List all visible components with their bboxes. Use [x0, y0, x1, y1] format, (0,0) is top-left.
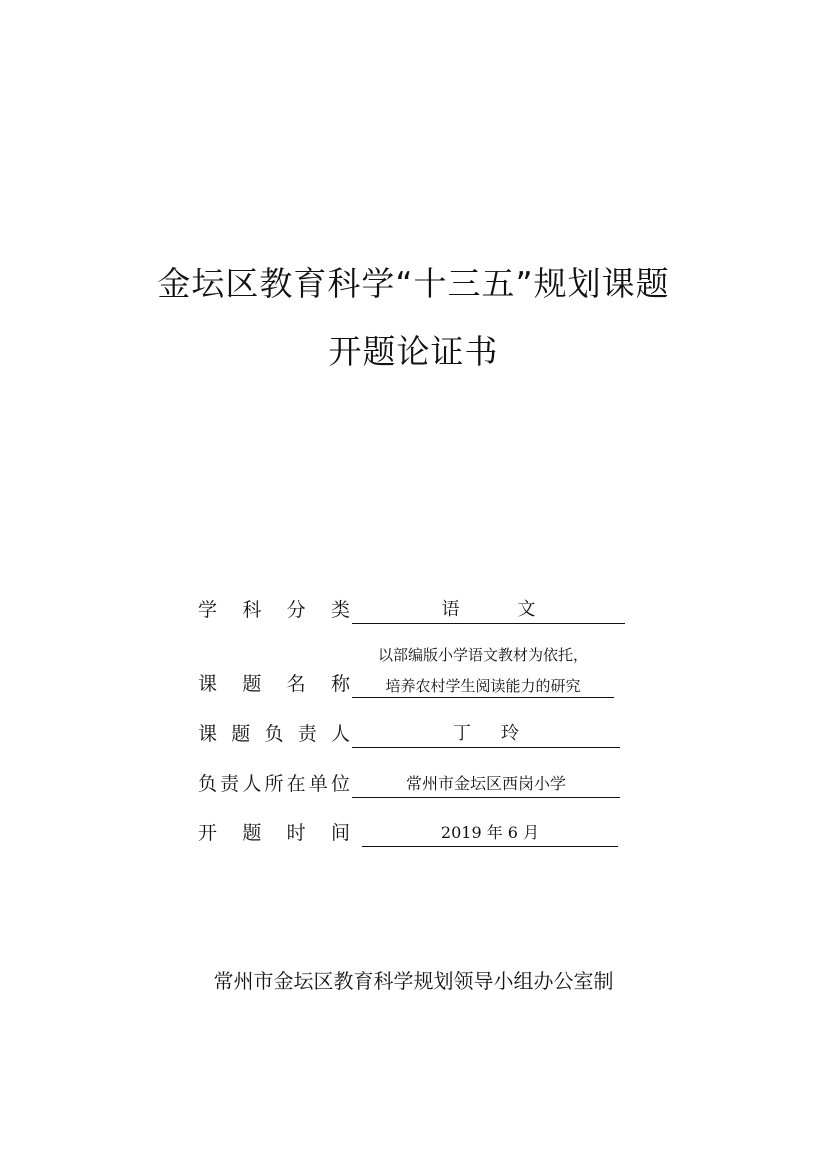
time-label-char: 间 — [330, 822, 350, 844]
document-title: 金坛区教育科学“十三五”规划课题 — [157, 264, 670, 303]
leader-label — [198, 719, 350, 746]
leader-label-char: 责 — [297, 723, 317, 745]
topic-label-char: 课 — [198, 673, 218, 695]
topic-label-char: 题 — [242, 673, 262, 695]
unit-label-char: 单 — [308, 773, 328, 795]
time-value: 2019 年 6 月 — [362, 820, 618, 847]
leader-label-char: 人 — [330, 723, 350, 745]
subject-label-char: 分 — [286, 599, 306, 621]
unit-label-char: 负 — [198, 773, 218, 795]
unit-label-char: 在 — [286, 773, 306, 795]
unit-row — [198, 768, 628, 798]
time-row — [198, 817, 628, 847]
leader-label-char: 课 — [198, 723, 218, 745]
unit-label-char: 人 — [242, 773, 262, 795]
subject-label-char: 科 — [242, 599, 262, 621]
topic-value-line1: 以部编版小学语文教材为依托， — [377, 646, 588, 664]
topic-label — [198, 669, 350, 696]
issuing-office: 常州市金坛区教育科学规划领导小组办公室制 — [213, 969, 614, 993]
leader-row — [198, 718, 628, 748]
topic-label-char: 称 — [330, 673, 350, 695]
unit-label-char: 责 — [220, 773, 240, 795]
time-label-char: 开 — [198, 822, 218, 844]
time-label-char: 时 — [286, 822, 306, 844]
topic-value-line2: 培养农村学生阅读能力的研究 — [352, 675, 614, 698]
time-label-char: 题 — [242, 822, 262, 844]
leader-value: 丁玲 — [352, 721, 620, 748]
subject-label-char: 类 — [330, 599, 350, 621]
time-label — [198, 818, 350, 845]
unit-label — [198, 769, 350, 796]
document-subtitle: 开题论证书 — [328, 332, 499, 371]
subject-value: 语文 — [352, 597, 625, 624]
leader-label-char: 题 — [231, 723, 251, 745]
subject-row — [198, 594, 628, 624]
leader-label-char: 负 — [264, 723, 284, 745]
topic-row — [198, 646, 628, 698]
subject-label — [198, 595, 350, 622]
unit-label-char: 所 — [264, 773, 284, 795]
unit-label-char: 位 — [330, 773, 350, 795]
subject-label-char: 学 — [198, 599, 218, 621]
topic-label-char: 名 — [286, 673, 306, 695]
unit-value: 常州市金坛区西岗小学 — [352, 771, 620, 798]
